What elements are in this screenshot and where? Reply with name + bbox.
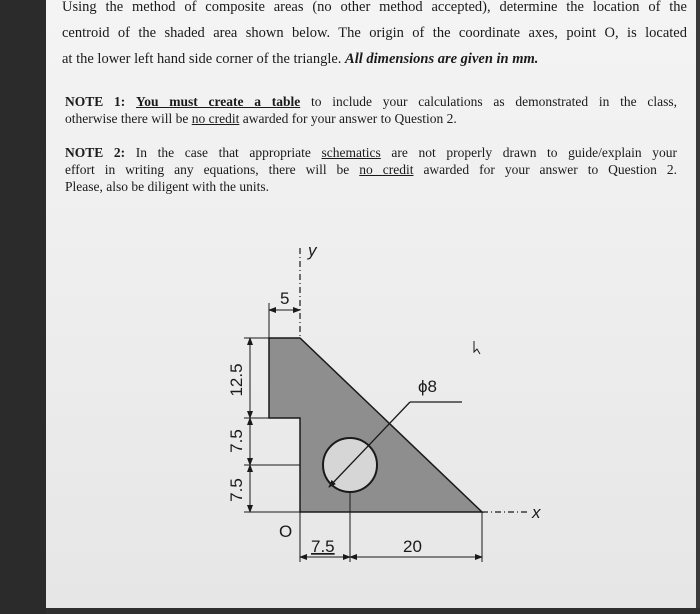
- note-2-no-credit: no credit: [359, 162, 414, 177]
- y-axis-label: y: [308, 241, 317, 260]
- dim-12-5-label: 12.5: [227, 363, 246, 397]
- note-1-line-1-rest: to include your calculations as demonstrated in the class,: [310, 94, 677, 109]
- note-1-line-2-b: awarded for your answer to Question 2.: [242, 111, 457, 126]
- bottom-dark-border: [46, 608, 700, 614]
- units-statement: All dimensions are given in mm.: [345, 51, 539, 67]
- dim-20-label: 20: [403, 537, 422, 556]
- note-2-line-2-b: awarded for your answer to Question 2.: [423, 162, 678, 177]
- diameter-label: ϕ8: [418, 377, 437, 396]
- x-axis-label: x: [532, 503, 541, 522]
- note-1-emphasis: You must create a table: [136, 94, 301, 109]
- note-2-line-1-b: are not properly drawn to guide/explain your: [391, 145, 678, 160]
- dim-7-5-mid-label: 7.5: [227, 429, 246, 453]
- statement-line-2: centroid of the shaded area shown below. The origin of the coordinate axes, point O, is located: [62, 25, 687, 41]
- origin-label: O: [279, 522, 293, 541]
- note-2-label: NOTE 2:: [65, 145, 126, 160]
- dim-7-5-bottom-label: 7.5: [311, 537, 335, 556]
- note-1-no-credit: no credit: [191, 111, 240, 126]
- statement-line-1: Using the method of composite areas (no other method accepted), determine the location of the: [62, 0, 687, 15]
- shaded-area: [269, 338, 482, 512]
- note-2-line-3: Please, also be diligent with the units.: [65, 179, 269, 194]
- note-2-schematics: schematics: [321, 145, 381, 160]
- note-1-label: NOTE 1:: [65, 94, 126, 109]
- statement-line-3-text: at the lower left hand side corner of the triangle.: [62, 51, 342, 67]
- dim-top-label: 5: [280, 289, 290, 308]
- note-1-line-2-a: otherwise there will be: [65, 111, 189, 126]
- note-2-line-2-a: effort in writing any equations, there will be: [65, 162, 350, 177]
- dim-7-5-low-label: 7.5: [227, 478, 246, 502]
- cursor-mark: [474, 341, 480, 354]
- note-2-line-1-a: In the case that appropriate: [135, 145, 311, 160]
